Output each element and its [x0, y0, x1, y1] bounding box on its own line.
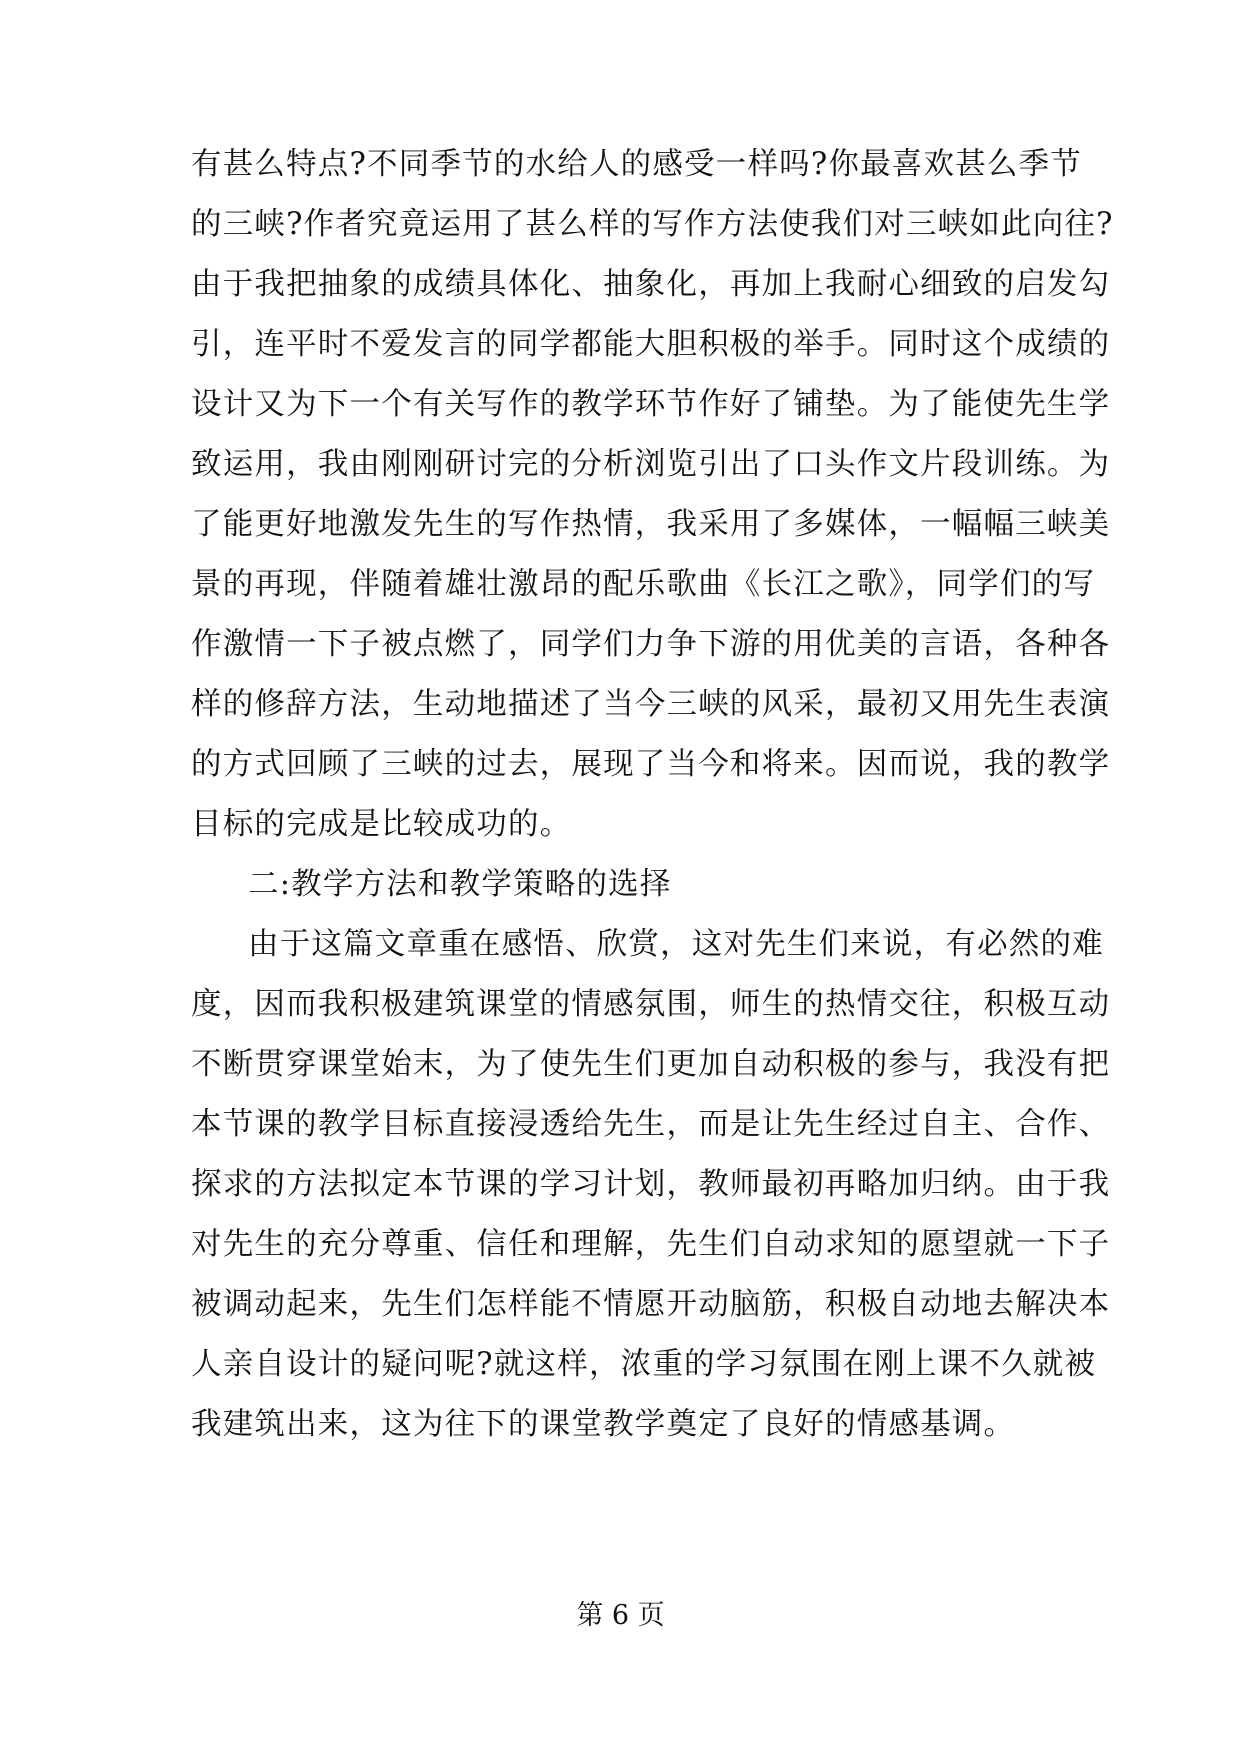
body-line-11: 的方式回顾了三峡的过去，展现了当今和将来。因而说，我的教学: [191, 747, 1111, 782]
body-line-20: 被调动起来，先生们怎样能不情愿开动脑筋，积极自动地去解决本: [191, 1287, 1111, 1322]
body-line-2: 的三峡?作者究竟运用了甚么样的写作方法使我们对三峡如此向往?: [191, 207, 1114, 242]
body-line-9: 作激情一下子被点燃了，同学们力争下游的用优美的言语，各种各: [191, 627, 1111, 662]
body-line-8: 景的再现，伴随着雄壮激昂的配乐歌曲《长江之歌》，同学们的写: [191, 567, 1096, 602]
body-line-1: 有甚么特点?不同季节的水给人的感受一样吗?你最喜欢甚么季节: [191, 147, 1083, 182]
body-line-6: 致运用，我由刚刚研讨完的分析浏览引出了口头作文片段训练。为: [191, 447, 1111, 482]
body-line-19: 对先生的充分尊重、信任和理解，先生们自动求知的愿望就一下子: [191, 1227, 1111, 1262]
body-line-17: 本节课的教学目标直接浸透给先生，而是让先生经过自主、合作、: [191, 1107, 1111, 1142]
body-line-7: 了能更好地激发先生的写作热情，我采用了多媒体，一幅幅三峡美: [191, 507, 1111, 542]
body-line-18: 探求的方法拟定本节课的学习计划，教师最初再略加归纳。由于我: [191, 1167, 1111, 1202]
body-line-3: 由于我把抽象的成绩具体化、抽象化，再加上我耐心细致的启发勾: [191, 267, 1111, 302]
page-number: 第 6 页: [576, 1600, 665, 1631]
body-line-14: 由于这篇文章重在感悟、欣赏，这对先生们来说，有必然的难: [248, 927, 1104, 962]
body-line-10: 样的修辞方法，生动地描述了当今三峡的风采，最初又用先生表演: [191, 687, 1111, 722]
body-line-4: 引，连平时不爱发言的同学都能大胆积极的举手。同时这个成绩的: [191, 327, 1111, 362]
body-line-16: 不断贯穿课堂始末，为了使先生们更加自动积极的参与，我没有把: [191, 1047, 1111, 1082]
body-line-22: 我建筑出来，这为往下的课堂教学奠定了良好的情感基调。: [191, 1407, 1016, 1442]
body-line-5: 设计又为下一个有关写作的教学环节作好了铺垫。为了能使先生学: [191, 387, 1111, 422]
section-heading: 二:教学方法和教学策略的选择: [248, 867, 672, 902]
body-line-12: 目标的完成是比较成功的。: [191, 807, 572, 842]
body-line-15: 度，因而我积极建筑课堂的情感氛围，师生的热情交往，积极互动: [191, 987, 1111, 1022]
body-line-21: 人亲自设计的疑问呢?就这样，浓重的学习氛围在刚上课不久就被: [191, 1347, 1097, 1382]
